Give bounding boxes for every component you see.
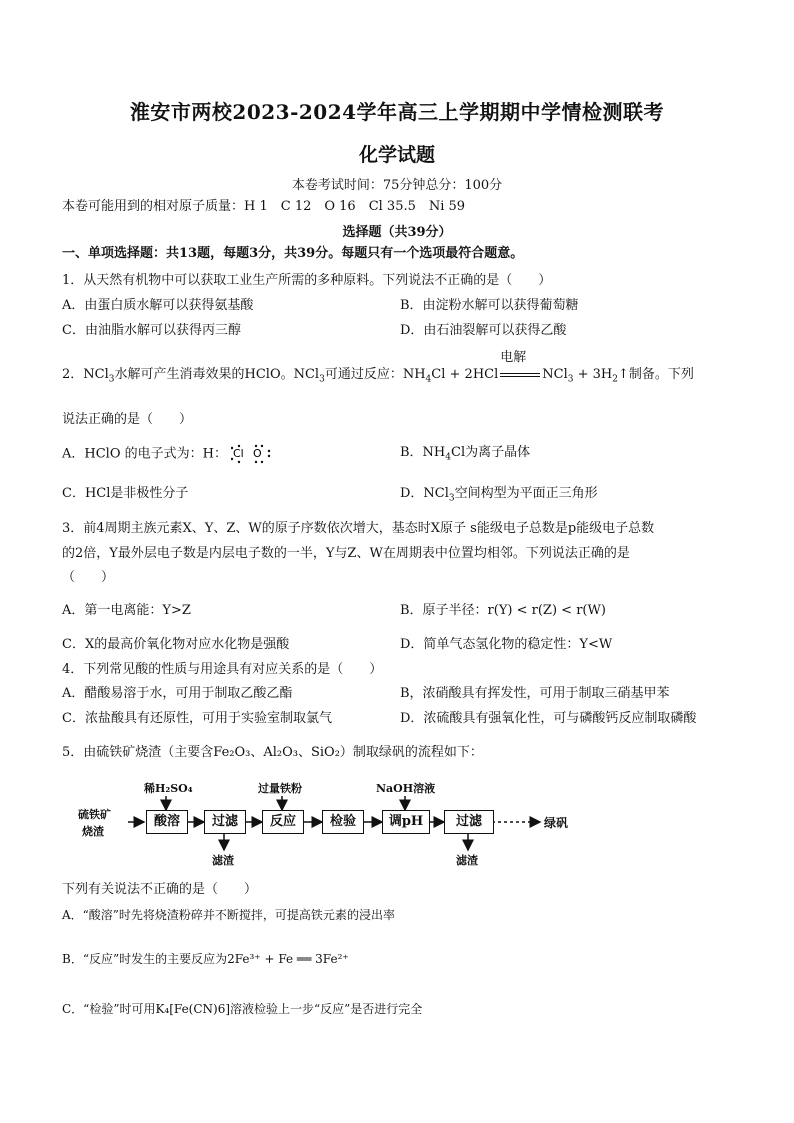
electrolysis-label: 电解: [500, 350, 527, 365]
q4-option-a: A．醋酸易溶于水，可用于制取乙酸乙酯: [62, 686, 293, 701]
q1-option-a: A．由蛋白质水解可以获得氨基酸: [62, 298, 254, 313]
exam-title: 淮安市两校2023-2024学年高三上学期期中学情检测联考: [129, 100, 665, 124]
q3-stem-line1: 3．前4周期主族元素X、Y、Z、W的原子序数依次增大，基态时X原子 s能级电子总数是p能级电子总数: [62, 521, 655, 536]
q1-option-b: B．由淀粉水解可以获得葡萄糖: [400, 298, 579, 313]
q5-stem: 5．由硫铁矿烧渣（主要含Fe₂O₃、Al₂O₃、SiO₂）制取绿矾的流程如下：: [62, 745, 483, 760]
q3-option-c: C．X的最高价氧化物对应水化物是强酸: [62, 637, 290, 652]
atomic-masses: 本卷可能用到的相对原子质量：H 1 C 12 O 16 Cl 35.5 Ni 59: [62, 199, 466, 214]
step-filter-2: 过滤: [444, 810, 494, 834]
step-filter-1: 过滤: [204, 810, 246, 834]
q2-option-b: B．$NH_4Cl$为离子晶体: [400, 445, 531, 463]
q3-stem-line2: 的2倍，Y最外层电子数是内层电子数的一半，Y与Z、W在周期表中位置均相邻。下列说法正确的是: [62, 546, 630, 561]
step-acid-dissolve: 酸溶: [146, 810, 188, 834]
q5-option-a: A．“酸溶”时先将烧渣粉碎并不断搅拌，可提高铁元素的浸出率: [62, 908, 395, 922]
q4-stem: 4．下列常见酸的性质与用途具有对应关系的是（ ）: [62, 662, 383, 677]
reagent-naoh: NaOH溶液: [376, 782, 436, 795]
reagent-sulfuric-acid: 稀H₂SO₄: [144, 782, 193, 795]
section-instruction: 一、单项选择题：共13题，每题3分，共39分。每题只有一个选项最符合题意。: [62, 246, 524, 261]
section-title: 选择题（共39分）: [342, 225, 452, 240]
step-adjust-ph: 调pH: [382, 810, 430, 834]
svg-text:Cl: Cl: [233, 447, 244, 460]
subject-title: 化学试题: [358, 144, 435, 166]
q2-stem: 2．NCl$_3$水解可产生消毒效果的HClO。NCl$_3$可通过反应：$NH_4Cl + 2HCl$ 电解 $NCl_3 + 3H_2↑$制备。下列: [62, 350, 694, 385]
q3-option-a: A．第一电离能：Y>Z: [62, 603, 191, 618]
raw-material-label-2: 烧渣: [82, 825, 104, 838]
q5-question: 下列有关说法不正确的是（ ）: [62, 882, 258, 897]
q1-stem: 1．从天然有机物中可以获取工业生产所需的多种原料。下列说法不正确的是（ ）: [62, 273, 552, 288]
residue-label-2: 滤渣: [456, 854, 478, 867]
q3-option-d: D．简单气态氢化物的稳定性：Y<W: [400, 637, 613, 652]
step-reaction: 反应: [262, 810, 304, 834]
exam-info: 本卷考试时间：75分钟总分：100分: [291, 178, 503, 193]
q2-option-a: A．HClO 的电子式为：H： Cl O: [62, 444, 277, 464]
q3-option-b: B．原子半径：r(Y) < r(Z) < r(W): [400, 603, 606, 618]
q2-option-d: D．NCl$_3$空间构型为平面正三角形: [400, 486, 598, 504]
q3-stem-line3: （ ）: [62, 570, 115, 585]
reagent-iron-powder: 过量铁粉: [258, 782, 302, 795]
q2-option-c: C．HCl是非极性分子: [62, 486, 189, 501]
q1-option-c: C．由油脂水解可以获得丙三醇: [62, 323, 241, 338]
raw-material-label-1: 硫铁矿: [78, 808, 111, 821]
q5-option-b: B．“反应”时发生的主要反应为2Fe³⁺ + Fe ══ 3Fe²⁺: [62, 952, 349, 966]
q4-option-c: C．浓盐酸具有还原性，可用于实验室制取氯气: [62, 711, 332, 726]
step-test: 检验: [322, 810, 364, 834]
svg-text:O: O: [253, 447, 262, 460]
q5-option-c: C．“检验”时可用K₄[Fe(CN)6]溶液检验上一步“反应”是否进行完全: [62, 1002, 423, 1016]
q4-option-d: D．浓硫酸具有强氧化性，可与磷酸钙反应制取磷酸: [400, 711, 697, 726]
residue-label-1: 滤渣: [212, 854, 234, 867]
q2-stem-line2: 说法正确的是（ ）: [62, 412, 193, 427]
product-label: 绿矾: [544, 816, 569, 830]
q1-option-d: D．由石油裂解可以获得乙酸: [400, 323, 567, 338]
q4-option-b: B，浓硝酸具有挥发性，可用于制取三硝基甲苯: [400, 686, 670, 701]
